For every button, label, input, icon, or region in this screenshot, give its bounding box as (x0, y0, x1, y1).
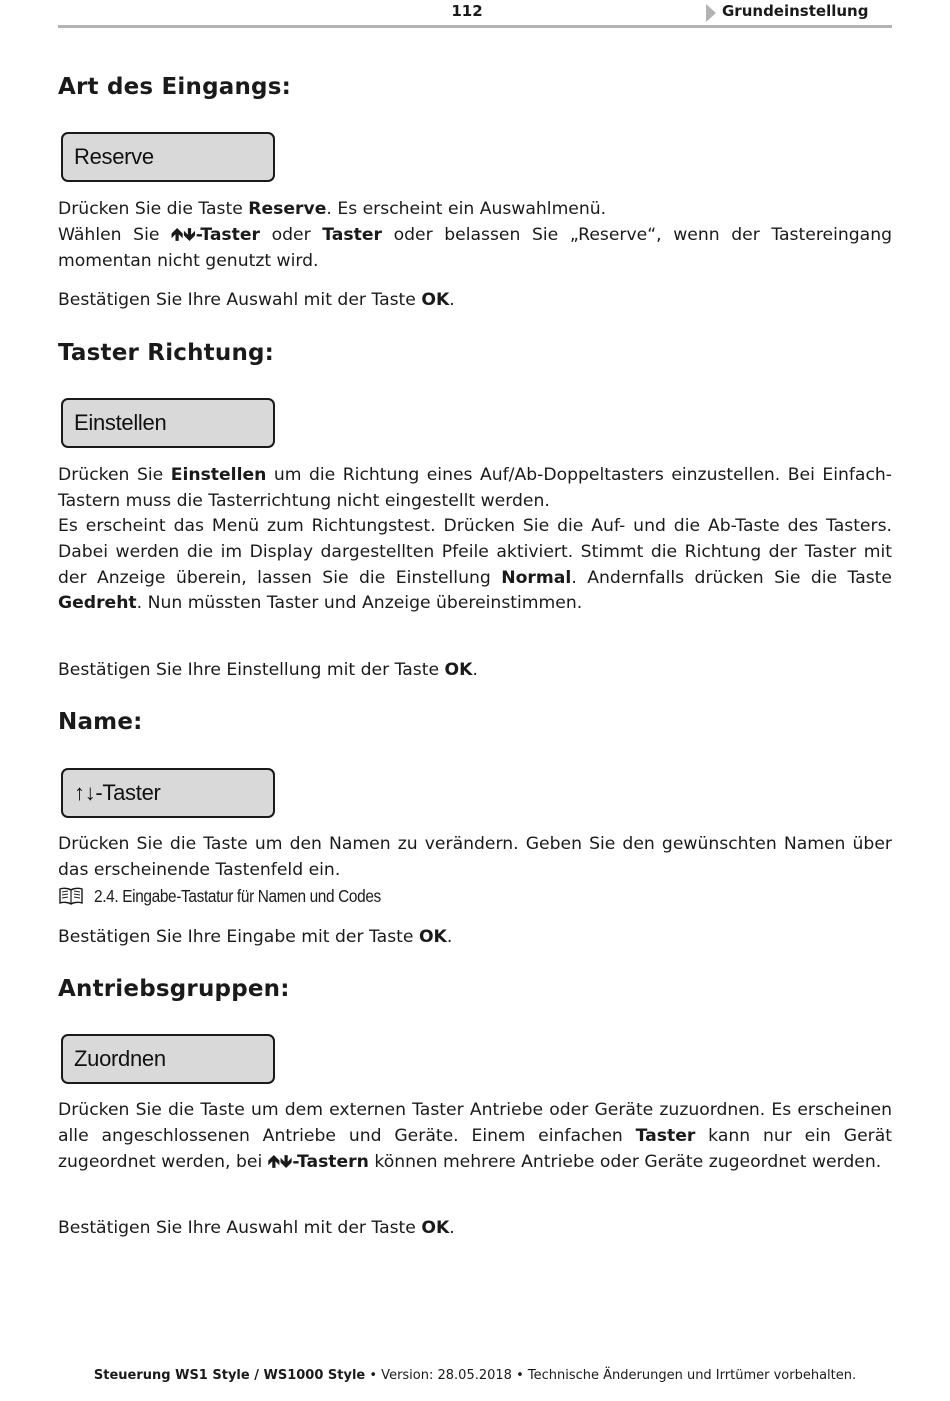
paragraph-antriebsgruppen: Drücken Sie die Taste um dem externen Taster Antriebe oder Geräte zuzuordnen. Es erscheinen alle angeschlossenen Antriebe und Geräte. Einem einfachen Taster kann nur ein Gerät zugeordnet werden, bei 🡹🡻-Tastern können mehrere Antriebe oder Geräte zugeordnet werden. (58, 1100, 892, 1172)
heading-name: Name: (58, 709, 143, 735)
paragraph-taster-richtung-1: Drücken Sie Einstellen um die Richtung eines Auf/Ab-Doppeltasters einzustellen. Bei Einfach-Tastern muss die Tasterrichtung nicht eingestellt werden. (58, 465, 893, 511)
confirm-text-name: Bestätigen Sie Ihre Eingabe mit der Taste OK. (58, 927, 453, 947)
header-divider (58, 25, 892, 28)
heading-antriebsgruppen: Antriebsgruppen: (58, 976, 290, 1002)
taster-name-button: ↑↓-Taster (61, 768, 275, 818)
chapter-arrow-icon (706, 4, 716, 22)
einstellen-button: Einstellen (61, 398, 275, 448)
cross-reference (58, 884, 420, 908)
reserve-button: Reserve (61, 132, 275, 182)
chapter-title: Grundeinstellung (722, 2, 869, 20)
confirm-text-art-des-eingangs: Bestätigen Sie Ihre Auswahl mit der Taste OK. (58, 290, 455, 310)
footer-version: • Version: 28.05.2018 • Technische Änderungen und Irrtümer vorbehalten. (365, 1368, 857, 1383)
heading-taster-richtung: Taster Richtung: (58, 340, 275, 366)
zuordnen-button: Zuordnen (61, 1034, 275, 1084)
paragraph-name: Drücken Sie die Taste um den Namen zu verändern. Geben Sie den gewünschten Namen über das erscheinende Tastenfeld ein. (58, 834, 892, 880)
page-number: 112 (451, 2, 483, 20)
book-icon (58, 886, 84, 906)
paragraph-taster-richtung-2: Es erscheint das Menü zum Richtungstest. Drücken Sie die Auf- und die Ab-Taste des Tasters. Dabei werden die im Display dargestellten Pfeile aktiviert. Stimmt die Richtung der Taster mit der Anzeige überein, lassen Sie die Einstellung Normal. Andernfalls drücken Sie die Taste Gedreht. Nun müssten Taster und Anzeige übereinstimmen. (58, 516, 893, 614)
confirm-text-antriebsgruppen: Bestätigen Sie Ihre Auswahl mit der Taste OK. (58, 1218, 455, 1238)
heading-art-des-eingangs: Art des Eingangs: (58, 74, 291, 100)
footer-product: Steuerung WS1 Style / WS1000 Style (93, 1368, 366, 1383)
reference-link-text[interactable]: 2.4. Eingabe-Tastatur für Namen und Codes (94, 885, 381, 906)
confirm-text-taster-richtung: Bestätigen Sie Ihre Einstellung mit der Taste OK. (58, 660, 478, 680)
page-footer (0, 1368, 950, 1383)
paragraph-art-des-eingangs: Drücken Sie die Taste Reserve. Es erscheint ein Auswahlmenü. Wählen Sie 🡹🡻-Taster oder Taster oder belassen Sie „Reserve“, wenn der Tastereingang momentan nicht genutzt wird. (58, 199, 892, 271)
